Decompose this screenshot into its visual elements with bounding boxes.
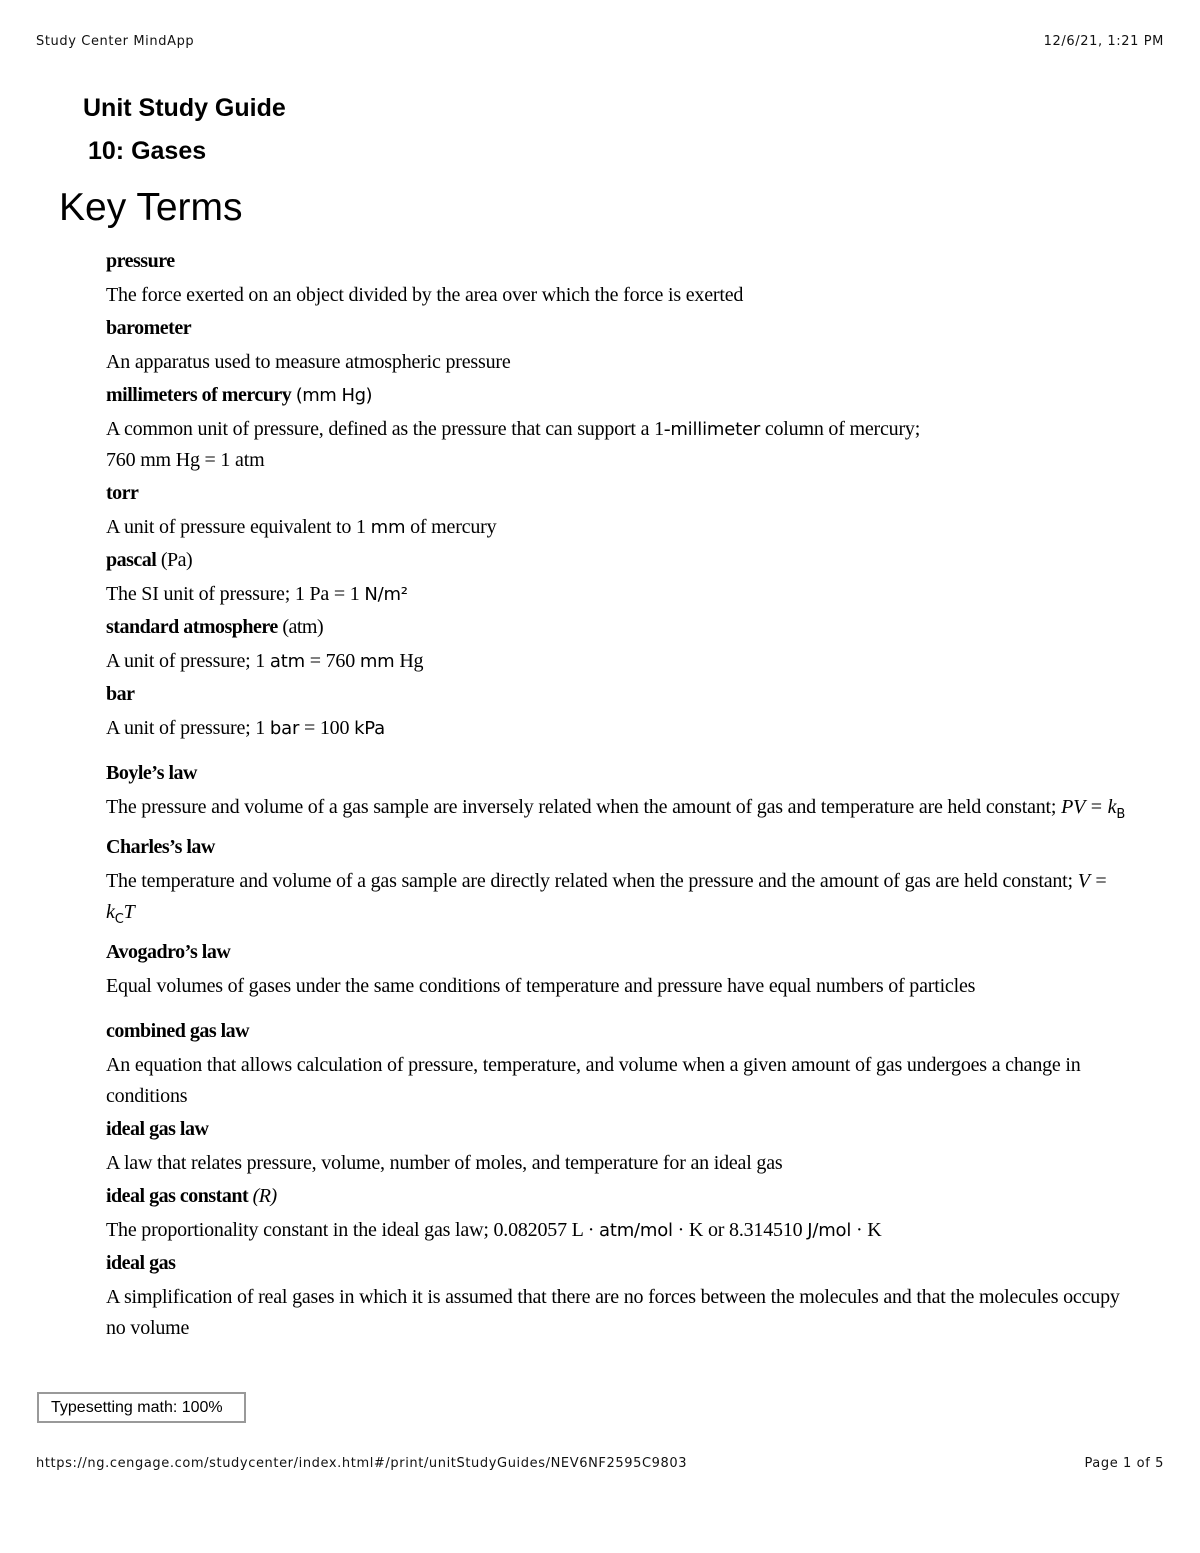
definition-text: A unit of pressure; 1	[106, 717, 270, 739]
math-variable: T	[123, 901, 135, 923]
definition-pascal	[106, 579, 1136, 610]
math-equation: PV = k	[1061, 796, 1117, 818]
math-typesetting-status: Typesetting math: 100%	[37, 1392, 246, 1423]
print-header	[36, 34, 1164, 49]
definition-text: = 760	[304, 650, 360, 672]
definition-ideal-gas: A simplification of real gases in which it is assumed that there are no forces between the molecules and that the molecules occupy no volume	[106, 1286, 1120, 1339]
definition-text: A unit of pressure; 1	[106, 650, 270, 672]
math-unit: atm/mol	[599, 1220, 673, 1241]
math-equation: 760 mm Hg = 1 atm	[106, 449, 265, 471]
definition-text: Hg	[394, 650, 424, 672]
math-unit: J/mol	[807, 1220, 852, 1241]
definition-millimeters-of-mercury	[106, 414, 1136, 476]
math-equation: V = k	[106, 870, 1108, 923]
definition-text: The SI unit of pressure; 1 Pa = 1	[106, 583, 365, 605]
guide-subtitle: 10: Gases	[88, 137, 207, 165]
app-name: Study Center MindApp	[36, 34, 195, 49]
term-unit: (mm Hg)	[295, 385, 373, 406]
term-barometer: barometer	[106, 317, 192, 339]
definition-boyles-law	[106, 792, 1136, 830]
term-ideal-gas-law: ideal gas law	[106, 1118, 209, 1140]
key-terms-list	[106, 246, 1136, 1346]
math-subscript: B	[1116, 807, 1126, 822]
math-unit: mm	[359, 651, 395, 672]
term-ideal-gas: ideal gas	[106, 1252, 176, 1274]
definition-combined-gas-law: An equation that allows calculation of pressure, temperature, and volume when a given amount of gas undergoes a change in conditions	[106, 1054, 1081, 1107]
definition-standard-atmosphere	[106, 646, 1136, 677]
definition-charles-law	[106, 866, 1136, 935]
math-unit: millimeter	[670, 419, 761, 440]
section-heading-key-terms: Key Terms	[59, 186, 243, 229]
page-number: Page 1 of 5	[1084, 1456, 1164, 1471]
definition-text: · K or 8.314510	[672, 1219, 808, 1241]
term-combined-gas-law: combined gas law	[106, 1020, 250, 1042]
print-timestamp: 12/6/21, 1:21 PM	[1043, 34, 1164, 49]
term-millimeters-of-mercury	[106, 380, 1136, 411]
term-label: standard atmosphere	[106, 616, 278, 638]
term-avogadros-law: Avogadro’s law	[106, 941, 231, 963]
definition-ideal-gas-law: A law that relates pressure, volume, number of moles, and temperature for an ideal gas	[106, 1152, 783, 1174]
term-pascal	[106, 545, 1136, 576]
math-unit: kPa	[354, 718, 385, 739]
term-abbreviation: (Pa)	[156, 549, 193, 571]
term-symbol: (R)	[252, 1185, 277, 1207]
term-bar: bar	[106, 683, 135, 705]
term-boyles-law: Boyle’s law	[106, 762, 197, 784]
term-charles-law: Charles’s law	[106, 836, 215, 858]
term-torr: torr	[106, 482, 139, 504]
term-pressure: pressure	[106, 250, 175, 272]
print-footer	[36, 1456, 1164, 1471]
definition-text: A unit of pressure equivalent to 1	[106, 516, 371, 538]
definition-ideal-gas-constant	[106, 1215, 1136, 1246]
term-abbreviation: (atm)	[277, 616, 324, 638]
definition-text: = 100	[299, 717, 355, 739]
math-subscript: C	[114, 912, 124, 927]
term-ideal-gas-constant	[106, 1181, 1136, 1212]
math-unit: bar	[269, 718, 300, 739]
math-unit: mm	[370, 517, 406, 538]
definition-barometer: An apparatus used to measure atmospheric pressure	[106, 351, 511, 373]
definition-text: The temperature and volume of a gas sample are directly related when the pressure and the amount of gas are held constant;	[106, 870, 1078, 892]
definition-avogadros-law: Equal volumes of gases under the same conditions of temperature and pressure have equal numbers of particles	[106, 975, 976, 997]
term-standard-atmosphere	[106, 612, 1136, 643]
math-unit: atm	[269, 651, 305, 672]
definition-text: The pressure and volume of a gas sample are inversely related when the amount of gas and temperature are held constant;	[106, 796, 1062, 818]
term-label: ideal gas constant	[106, 1185, 249, 1207]
definition-torr	[106, 512, 1136, 543]
math-unit: N/m²	[364, 584, 408, 605]
term-label: millimeters of mercury	[106, 384, 292, 406]
math-number: 1-	[654, 418, 671, 440]
definition-text: · K	[851, 1219, 882, 1241]
definition-pressure: The force exerted on an object divided by the area over which the force is exerted	[106, 284, 744, 306]
page-url: https://ng.cengage.com/studycenter/index.html#/print/unitStudyGuides/NEV6NF2595C9803	[36, 1456, 688, 1471]
definition-bar	[106, 713, 1136, 744]
definition-text: column of mercury;	[760, 418, 921, 440]
definition-text: of mercury	[405, 516, 497, 538]
definition-text: The proportionality constant in the ideal gas law; 0.082057 L ·	[106, 1219, 600, 1241]
definition-text: A common unit of pressure, defined as the pressure that can support a	[106, 418, 655, 440]
term-label: pascal	[106, 549, 157, 571]
guide-title: Unit Study Guide	[83, 94, 286, 122]
